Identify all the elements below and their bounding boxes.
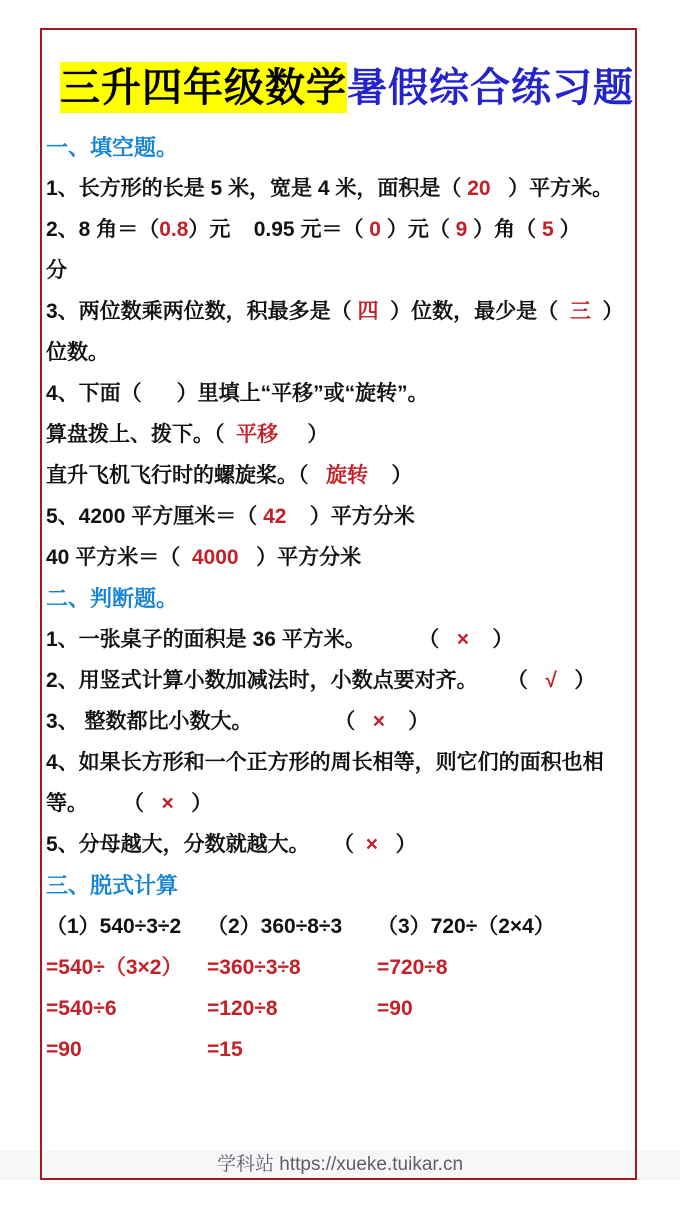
answer-text: 4000 xyxy=(191,546,239,569)
section-heading: 三、脱式计算 xyxy=(46,873,179,898)
section-heading: 二、判断题。 xyxy=(46,586,179,611)
answer-text: 三 xyxy=(569,300,591,323)
answer-text: 42 xyxy=(263,505,287,528)
question-line xyxy=(46,660,630,701)
question-text: 2、用竖式计算小数加减法时，小数点要对齐。 （ xyxy=(46,669,546,692)
calc-step: =540÷6 xyxy=(46,997,117,1020)
answer-text: × xyxy=(365,833,378,856)
question-text: ）角（ xyxy=(467,218,543,241)
answer-text: 旋转 xyxy=(326,464,369,487)
footer-watermark: 学科站 https://xueke.tuikar.cn xyxy=(216,1154,464,1175)
question-text: 等。 （ xyxy=(46,792,162,815)
question-text: 2、8 角＝（ xyxy=(46,218,160,241)
footer-bar xyxy=(0,1151,680,1180)
question-text: 5、分母越大，分数就越大。 （ xyxy=(46,833,366,856)
calc-step: =90 xyxy=(46,1038,82,1061)
answer-text: 20 xyxy=(467,177,491,200)
question-line xyxy=(46,332,630,373)
question-line xyxy=(46,250,630,291)
answer-text: 四 xyxy=(357,300,379,323)
answer-text: × xyxy=(372,710,385,733)
question-text: ）位数，最少是（ xyxy=(378,300,570,323)
question-text: 4、下面（ ）里填上“平移”或“旋转”。 xyxy=(46,382,429,405)
answer-text: 0 xyxy=(369,218,381,241)
calc-problem-header: （2）360÷8÷3 xyxy=(207,915,343,938)
question-text: ）元 0.95 元＝（ xyxy=(188,218,370,241)
question-line xyxy=(46,291,630,332)
question-text: 算盘拨上、拨下。（ xyxy=(46,423,237,446)
question-text: ） xyxy=(173,792,213,815)
question-text: 1、一张桌子的面积是 36 平方米。 （ xyxy=(46,628,457,651)
question-line xyxy=(46,619,630,660)
calc-step: =120÷8 xyxy=(207,997,278,1020)
calc-step: =15 xyxy=(207,1038,243,1061)
question-text: ）平方分米 xyxy=(286,505,415,528)
question-line xyxy=(46,455,630,496)
question-line xyxy=(46,742,630,783)
answer-text: 平移 xyxy=(236,423,279,446)
question-text: ） xyxy=(590,300,624,323)
question-text: 4、如果长方形和一个正方形的周长相等，则它们的面积也相 xyxy=(46,751,604,774)
question-line xyxy=(46,537,630,578)
question-text: ）平方分米 xyxy=(238,546,362,569)
answer-text: 9 xyxy=(455,218,468,241)
calc-step: =720÷8 xyxy=(377,956,448,979)
answer-text: √ xyxy=(545,669,557,692)
question-text: 40 平方米＝（ xyxy=(46,546,192,569)
question-text: 1、长方形的长是 5 米，宽是 4 米，面积是（ xyxy=(46,177,468,200)
answer-text: × xyxy=(456,628,469,651)
question-text: ）元（ xyxy=(380,218,456,241)
section-heading: 一、填空题。 xyxy=(46,135,179,160)
question-text: 位数。 xyxy=(46,341,109,364)
question-text: 5、4200 平方厘米＝（ xyxy=(46,505,264,528)
answer-text: × xyxy=(161,792,174,815)
answer-text: 5 xyxy=(542,218,554,241)
question-text: ） xyxy=(469,628,514,651)
calc-step xyxy=(377,1029,630,1070)
calc-step: =540÷（3×2） xyxy=(46,956,183,979)
worksheet-body xyxy=(46,127,630,865)
question-text: 3、 整数都比小数大。 （ xyxy=(46,710,373,733)
worksheet-content xyxy=(46,58,634,1070)
calc-problem-header: （3）720÷（2×4） xyxy=(377,915,555,938)
question-text: ） xyxy=(556,669,596,692)
title-plain: 暑假综合练习题 xyxy=(347,65,634,110)
question-text: ） xyxy=(384,710,430,733)
title-highlighted: 三升四年级数学 xyxy=(60,62,347,113)
question-text: ） xyxy=(553,218,581,241)
question-line xyxy=(46,373,630,414)
worksheet-title xyxy=(60,58,634,118)
question-line xyxy=(46,209,630,250)
question-text: ）平方米。 xyxy=(490,177,614,200)
question-line xyxy=(46,824,630,865)
question-text: ） xyxy=(368,464,413,487)
question-line xyxy=(46,496,630,537)
question-text: 直升飞机飞行时的螺旋桨。（ xyxy=(46,464,327,487)
question-text: 分 xyxy=(46,259,67,282)
question-line xyxy=(46,701,630,742)
calc-problem-header: （1）540÷3÷2 xyxy=(46,915,182,938)
question-line xyxy=(46,168,630,209)
answer-text: 0.8 xyxy=(159,218,189,241)
question-line xyxy=(46,414,630,455)
calc-step: =360÷3÷8 xyxy=(207,956,301,979)
question-text: ） xyxy=(377,833,417,856)
calc-grid xyxy=(46,906,630,1070)
question-line xyxy=(46,783,630,824)
question-text: 3、两位数乘两位数，积最多是（ xyxy=(46,300,358,323)
question-text: ） xyxy=(278,423,329,446)
calc-step: =90 xyxy=(377,997,413,1020)
